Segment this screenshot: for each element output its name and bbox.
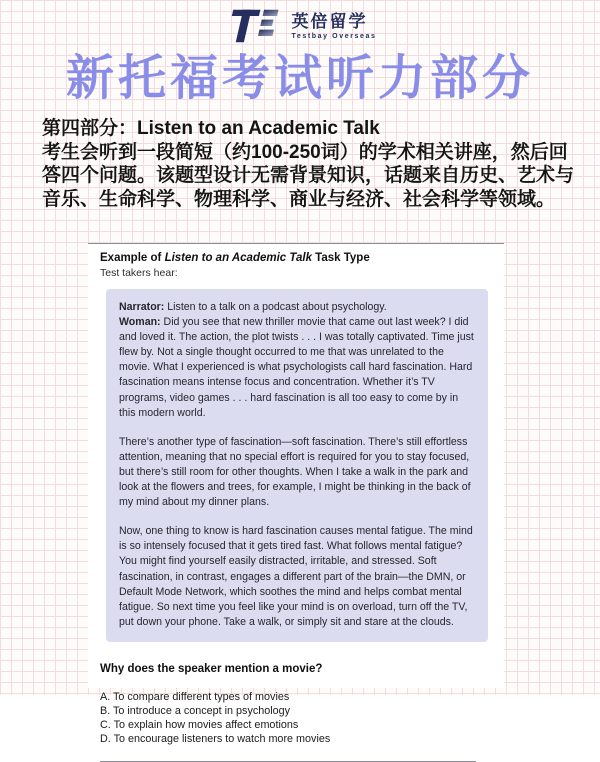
- page-title: 新托福考试听力部分: [65, 52, 534, 105]
- example-panel: [88, 243, 504, 745]
- example-title-suffix: Task Type: [311, 252, 370, 264]
- answer-option: B. To introduce a concept in psychology: [100, 704, 291, 717]
- transcript-paragraph: [119, 524, 475, 630]
- speaker-label: Woman:: [119, 316, 164, 329]
- brand-name-en: Testbay Overseas: [291, 32, 377, 40]
- answer-options: [100, 690, 492, 746]
- intro-body: 考生会听到一段简短（约100-250词）的学术相关讲座，然后回答四个问题。该题型设计无需背景知识，话题来自历史、艺术与音乐、生命科学、物理科学、商业与经济、社会科学等领域。: [42, 141, 575, 210]
- example-subheader: Test takers hear:: [100, 267, 178, 279]
- transcript-line: Now, one thing to know is hard fascination causes mental fatigue. The mind is so intensely focused that it gets tired fast. What follows mental fatigue? You might find yourself easily distracted, irritable, and stressed. Soft fascination, in contrast, engages a different part of the brain—the DMN, or Default Mode Network, which soothes the mind and helps combat mental fatigue. So next time you feel like your mind is on overload, turn off the TV, put down your phone. Take a walk, or simply sit and stare at the clouds.: [119, 525, 473, 628]
- transcript-paragraph: [119, 300, 475, 421]
- brand-name: [291, 12, 376, 41]
- brand-name-cn: 英倍留学: [291, 11, 368, 31]
- answer-option: D. To encourage listeners to watch more movies: [100, 732, 331, 745]
- transcript-paragraph: [119, 435, 475, 510]
- transcript-line: There’s another type of fascination—soft fascination. There’s still effortless attention, meaning that no special effort is required for you to stay focused, but there’s still room for other thoughts. When I take a walk in the park and look at the flowers and trees, for example, I might be thinking in the back of my mind about my dinner plans.: [119, 435, 471, 509]
- example-title: [100, 251, 492, 266]
- transcript-line: Narrator: Listen to a talk on a podcast about psychology.: [119, 301, 387, 313]
- transcript-line: Woman: Did you see that new thriller movie that came out last week? I did and loved it. The action, the plot twists . . . I was totally captivated. Time just flew by. Not a single thought occurred to me that was unrelated to the movie. What I experienced is what psychologists call hard fascination. Hard fascination means intense focus and concentration. Whether it’s TV programs, video games . . . hard fascination is all too easy to come by in this modern world.: [119, 316, 474, 419]
- answer-option: A. To compare different types of movies: [100, 690, 290, 703]
- intro-block: [42, 117, 574, 211]
- brand-logo: [0, 7, 600, 45]
- question-text: Why does the speaker mention a movie?: [100, 662, 323, 675]
- speaker-label: Narrator:: [119, 301, 168, 313]
- example-title-prefix: Example of: [100, 252, 165, 264]
- transcript: [106, 289, 488, 642]
- example-title-italic: Listen to an Academic Talk: [164, 252, 312, 264]
- te-monogram-icon: [223, 7, 281, 45]
- answer-option: C. To explain how movies affect emotions: [100, 718, 299, 731]
- intro-heading: 第四部分：Listen to an Academic Talk: [42, 118, 380, 139]
